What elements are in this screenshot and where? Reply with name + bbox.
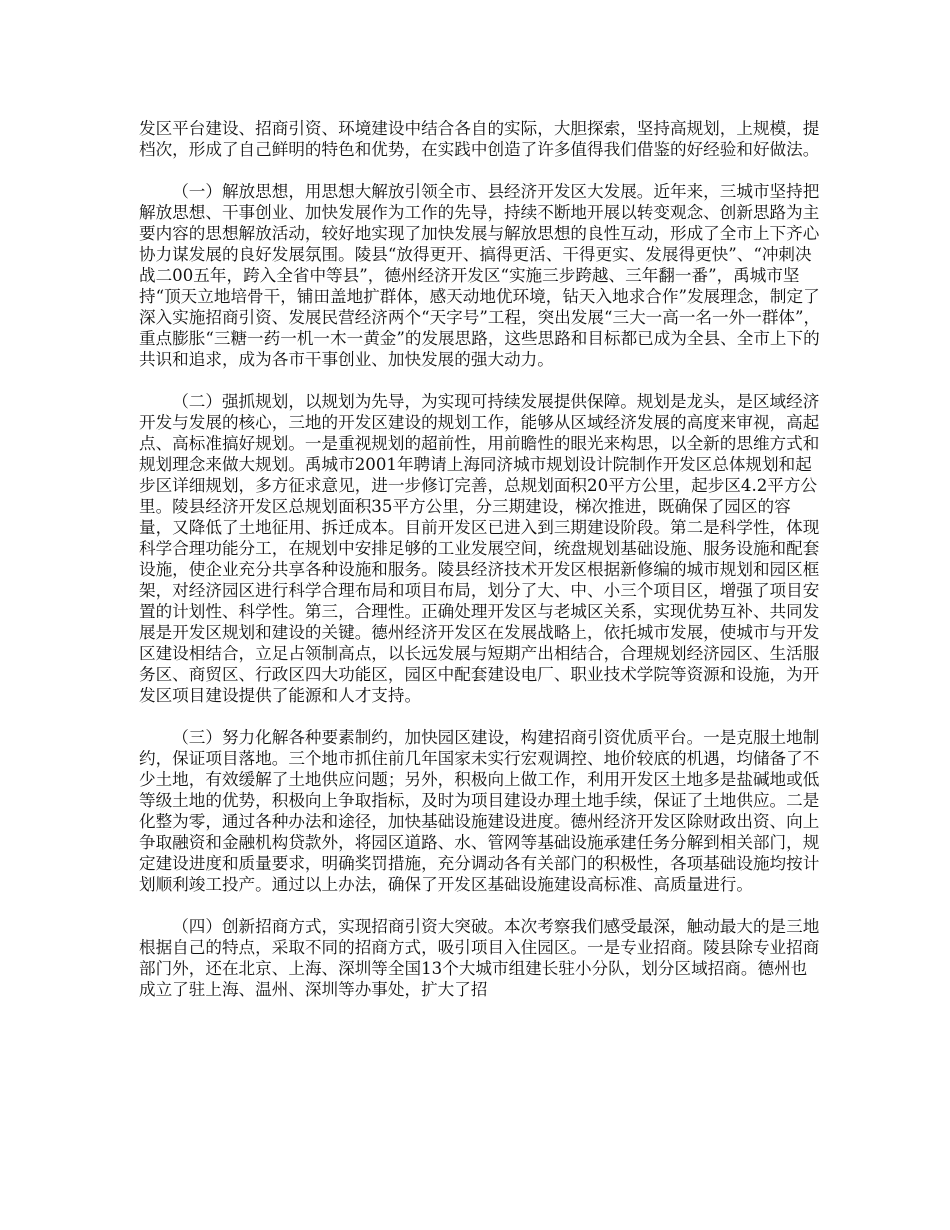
document-body	[139, 118, 823, 1021]
paragraph-resolve-constraints: （三）努力化解各种要素制约，加快园区建设，构建招商引资优质平台。一是克服土地制约，保证项目落地。三个地市抓住前几年国家未实行宏观调控、地价较底的机遇，均储备了不少土地，有效缓解了土地供应问题；另外，积极向上做工作，利用开发区土地多是盐碱地或低等级土地的优势，积极向上争取指标，及时为项目建设办理土地手续，保证了土地供应。二是化整为零，通过各种办法和途径，加快基础设施建设进度。德州经济开发区除财政出资、向上争取融资和金融机构贷款外，将园区道路、水、管网等基础设施承建任务分解到相关部门，规定建设进度和质量要求，明确奖罚措施，充分调动各有关部门的积极性，各项基础设施均按计划顺利竣工投产。通过以上办法，确保了开发区基础设施建设高标准、高质量进行。	[139, 728, 820, 894]
paragraph-intro-continuation: 发区平台建设、招商引资、环境建设中结合各自的实际，大胆探索，坚持高规划，上规模，提档次，形成了自己鲜明的特色和优势，在实践中创造了许多值得我们借鉴的好经验和好做法。	[139, 119, 820, 159]
paragraph-emancipate-thinking: （一）解放思想，用思想大解放引领全市、县经济开发区大发展。近年来，三城市坚持把解放思想、干事创业、加快发展作为工作的先导，持续不断地开展以转变观念、创新思路为主要内容的思想解放活动，较好地实现了加快发展与解放思想的良性互动，形成了全市上下齐心协力谋发展的良好发展氛围。陵县“放得更开、搞得更活、干得更实、发展得更快”、“冲刺决战二00五年，跨入全省中等县”，德州经济开发区“实施三步跨越、三年翻一番”，禹城市坚持“顶天立地培骨干，铺田盖地扩群体，感天动地优环境，钻天入地求合作”发展理念，制定了深入实施招商引资、发展民营经济两个“天字号”工程，突出发展“三大一高一名一外一群体”，重点膨胀“三糖一药一机一木一黄金”的发展思路，这些思路和目标都已成为全县、全市上下的共识和追求，成为各市干事创业、加快发展的强大动力。	[139, 182, 821, 369]
paragraph-planning: （二）强抓规划，以规划为先导，为实现可持续发展提供保障。规划是龙头，是区域经济开发与发展的核心，三地的开发区建设的规划工作，能够从区域经济发展的高度来审视，高起点、高标准搞好规划。一是重视规划的超前性，用前瞻性的眼光来构思，以全新的思维方式和规划理念来做大规划。禹城市2001年聘请上海同济城市规划设计院制作开发区总体规划和起步区详细规划，多方征求意见，进一步修订完善，总规划面积20平方公里，起步区4.2平方公里。陵县经济开发区总规划面积35平方公里，分三期建设，梯次推进，既确保了园区的容量，又降低了土地征用、拆迁成本。目前开发区已进入到三期建设阶段。第二是科学性，体现科学合理功能分工，在规划中安排足够的工业发展空间，统盘规划基础设施、服务设施和配套设施，使企业充分共享各种设施和服务。陵县经济技术开发区根据新修编的城市规划和园区框架，对经济园区进行科学合理布局和项目布局，划分了大、中、小三个项目区，增强了项目安置的计划性、科学性。第三，合理性。正确处理开发区与老城区关系，实现优势互补、共同发展是开发区规划和建设的关键。德州经济开发区在发展战略上，依托城市发展，使城市与开发区建设相结合，立足占领制高点，以长远发展与短期产出相结合，合理规划经济园区、生活服务区、商贸区、行政区四大功能区，园区中配套建设电厂、职业技术学院等资源和设施，为开发区项目建设提供了能源和人才支持。	[139, 392, 820, 705]
paragraph-investment-methods: （四）创新招商方式，实现招商引资大突破。本次考察我们感受最深，触动最大的是三地根据自己的特点，采取不同的招商方式，吸引项目入住园区。一是专业招商。陵县除专业招商部门外，还在北京、上海、深圳等全国13个大城市组建长驻小分队，划分区域招商。德州也成立了驻上海、温州、深圳等办事处，扩大了招	[139, 917, 820, 999]
